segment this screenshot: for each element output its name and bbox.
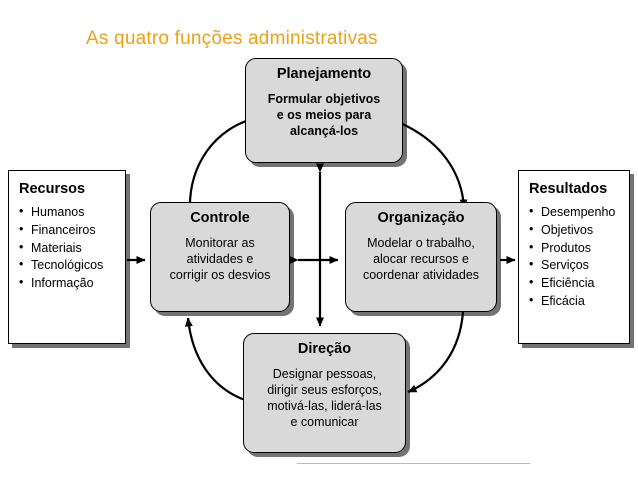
- node-resultados-title: Resultados: [529, 181, 608, 197]
- list-item: • Informação: [19, 275, 117, 293]
- desc-line: Monitorar as: [185, 235, 255, 250]
- page-title: As quatro funções administrativas: [86, 28, 378, 49]
- list-item: • Produtos: [529, 240, 621, 258]
- node-planejamento[interactable]: [245, 58, 403, 163]
- list-item: • Tecnológicos: [19, 257, 117, 275]
- cycle-arc-right-bottom: [408, 312, 463, 392]
- node-planejamento-title: Planejamento: [276, 66, 372, 82]
- node-direcao-title: Direção: [297, 341, 352, 357]
- desc-line: alocar recursos e: [373, 251, 469, 266]
- node-resultados[interactable]: [518, 170, 630, 344]
- node-organizacao-desc: [352, 235, 490, 283]
- footer-divider: [297, 463, 530, 464]
- desc-line: Designar pessoas,: [272, 366, 377, 381]
- desc-line: atividades e: [186, 251, 254, 266]
- node-direcao-desc: [250, 366, 399, 430]
- desc-line: coordenar atividades: [362, 267, 480, 282]
- desc-line: motivá-las, liderá-las: [267, 398, 382, 413]
- recursos-list: [19, 204, 117, 293]
- list-item: • Humanos: [19, 204, 117, 222]
- node-controle[interactable]: [150, 202, 290, 312]
- desc-line: corrigir os desvios: [169, 267, 271, 282]
- list-item: • Materiais: [19, 240, 117, 258]
- cycle-arc-right-top: [398, 122, 464, 208]
- node-organizacao[interactable]: [345, 202, 497, 312]
- list-item: • Financeiros: [19, 222, 117, 240]
- desc-line: dirigir seus esforços,: [267, 382, 382, 397]
- list-item: • Desempenho: [529, 204, 621, 222]
- cycle-arc-left-bottom: [188, 318, 245, 400]
- list-item: • Eficiência: [529, 275, 621, 293]
- node-planejamento-desc: [252, 91, 396, 139]
- desc-line: e os meios para: [276, 107, 372, 122]
- node-controle-desc: [157, 235, 283, 283]
- list-item: • Eficácia: [529, 293, 621, 311]
- resultados-list: [529, 204, 621, 311]
- node-controle-title: Controle: [190, 210, 250, 226]
- node-recursos[interactable]: [8, 170, 126, 344]
- desc-line: Formular objetivos: [267, 91, 381, 106]
- node-recursos-title: Recursos: [19, 181, 86, 197]
- node-direcao[interactable]: [243, 333, 406, 453]
- list-item: • Objetivos: [529, 222, 621, 240]
- desc-line: Modelar o trabalho,: [367, 235, 475, 250]
- desc-line: alcançá-los: [289, 123, 359, 138]
- list-item: • Serviços: [529, 257, 621, 275]
- desc-line: e comunicar: [290, 414, 359, 429]
- node-organizacao-title: Organização: [377, 210, 465, 226]
